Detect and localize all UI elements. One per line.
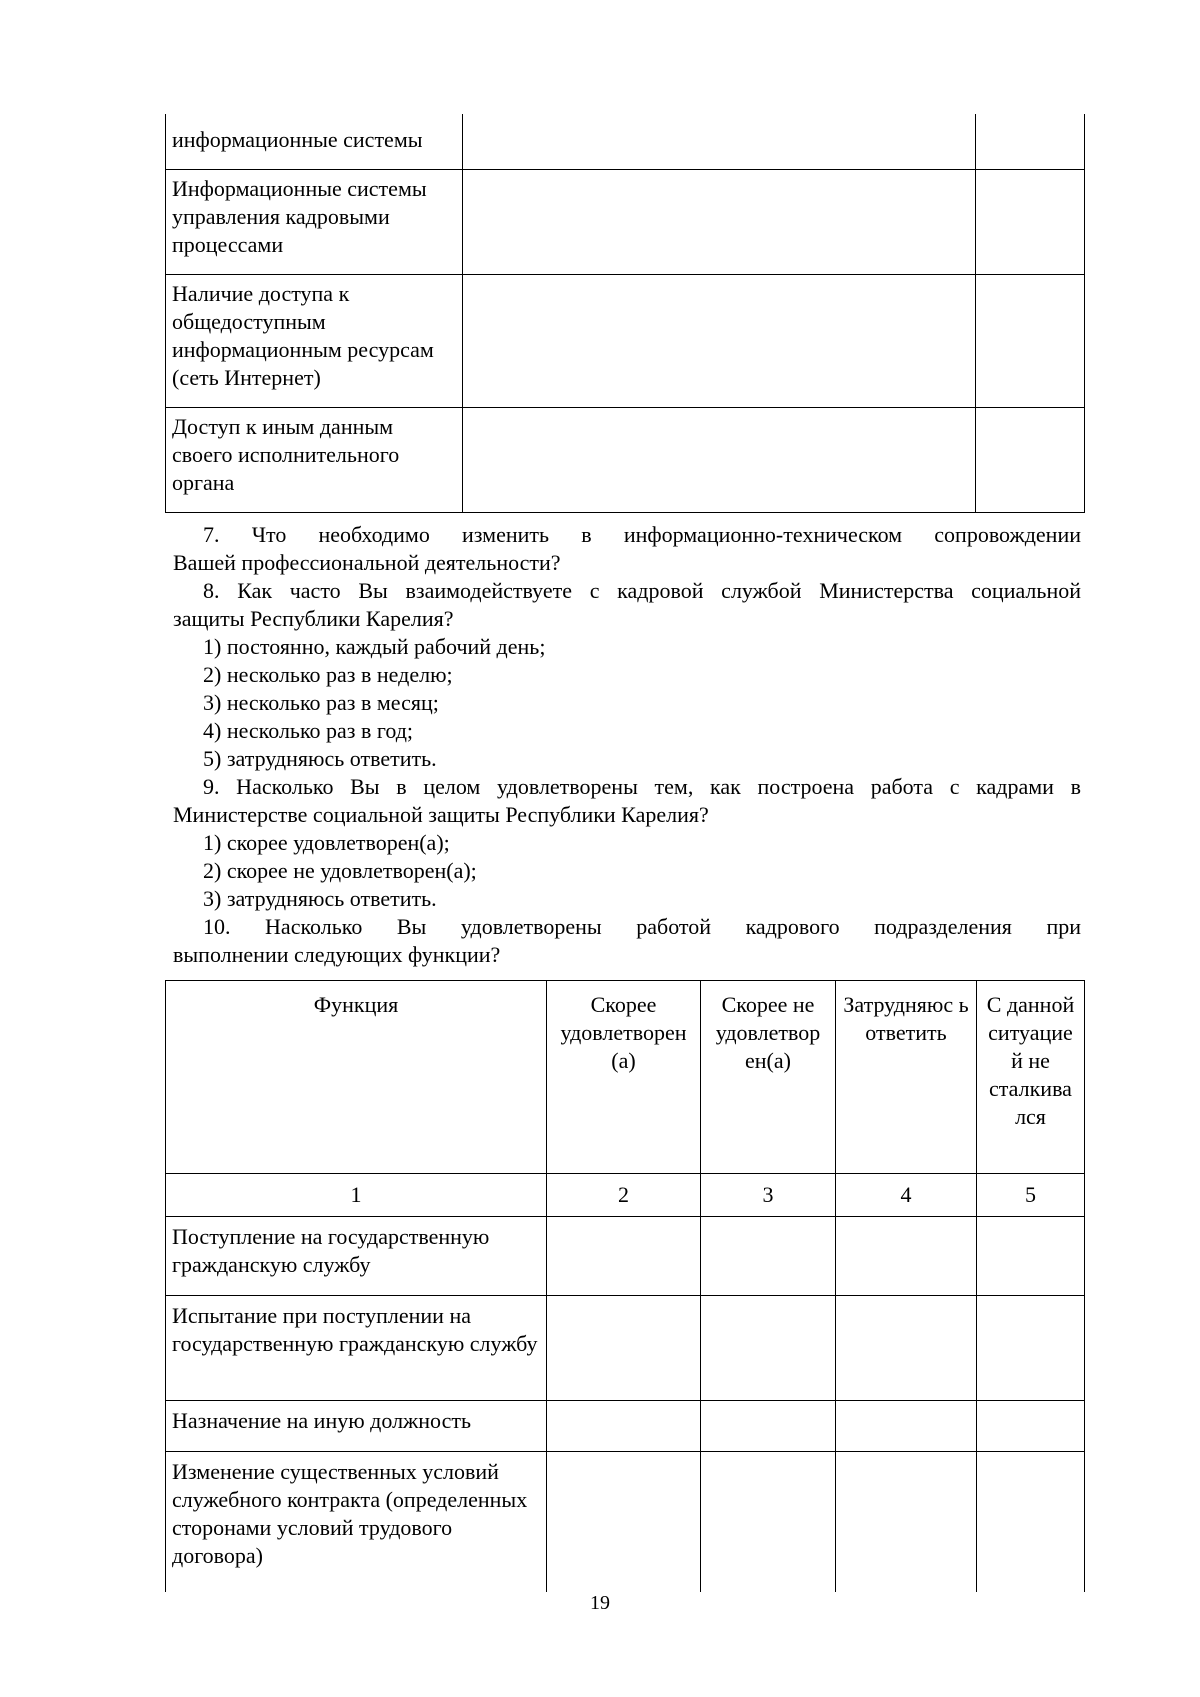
- q9-option[interactable]: 2) скорее не удовлетворен(а);: [203, 858, 477, 883]
- function-label: Изменение существенных условий служебного контракта (определенных сторонами условий трудового договора): [166, 1452, 547, 1593]
- q8-line2: защиты Республики Карелия?: [173, 606, 454, 631]
- table-row: [166, 1452, 1085, 1593]
- q8-option[interactable]: 1) постоянно, каждый рабочий день;: [203, 634, 546, 659]
- answer-cell[interactable]: [836, 1401, 977, 1452]
- mark-cell[interactable]: [976, 408, 1085, 513]
- table-row: [166, 408, 1085, 513]
- row-label: Наличие доступа к общедоступным информационным ресурсам (сеть Интернет): [166, 275, 463, 408]
- questions-block: [173, 521, 1081, 969]
- table-row: [166, 114, 1085, 170]
- q10-line1: 10. Насколько Вы удовлетворены работой кадрового подразделения при: [203, 914, 1081, 939]
- row-label: информационные системы: [166, 114, 463, 170]
- column-number: 4: [836, 1174, 977, 1217]
- answer-cell[interactable]: [701, 1401, 836, 1452]
- answer-cell[interactable]: [836, 1452, 977, 1593]
- answer-cell[interactable]: [547, 1296, 701, 1401]
- header-function: Функция: [166, 981, 547, 1174]
- answer-cell[interactable]: [977, 1217, 1085, 1296]
- column-number: 3: [701, 1174, 836, 1217]
- q7-line2: Вашей профессиональной деятельности?: [173, 550, 561, 575]
- function-label: Назначение на иную должность: [166, 1401, 547, 1452]
- answer-cell[interactable]: [463, 408, 976, 513]
- q8-line1: 8. Как часто Вы взаимодействуете с кадровой службой Министерства социальной: [203, 578, 1081, 603]
- answer-cell[interactable]: [836, 1296, 977, 1401]
- q8-option[interactable]: 5) затрудняюсь ответить.: [203, 746, 437, 771]
- q9-option[interactable]: 1) скорее удовлетворен(а);: [203, 830, 450, 855]
- answer-cell[interactable]: [701, 1217, 836, 1296]
- column-number: 5: [977, 1174, 1085, 1217]
- column-number: 1: [166, 1174, 547, 1217]
- q9-line2: Министерстве социальной защиты Республики Карелия?: [173, 802, 709, 827]
- q8-option[interactable]: 2) несколько раз в неделю;: [203, 662, 453, 687]
- function-label: Испытание при поступлении на государственную гражданскую службу: [166, 1296, 547, 1401]
- table-row: [166, 1217, 1085, 1296]
- row-label: Информационные системы управления кадровыми процессами: [166, 170, 463, 275]
- answer-cell[interactable]: [547, 1401, 701, 1452]
- mark-cell[interactable]: [976, 275, 1085, 408]
- table-row: [166, 170, 1085, 275]
- row-label: Доступ к иным данным своего исполнительного органа: [166, 408, 463, 513]
- header-not-satisfied: Скорее не удовлетвор ен(а): [701, 981, 836, 1174]
- mark-cell[interactable]: [976, 114, 1085, 170]
- q10-line2: выполнении следующих функции?: [173, 942, 501, 967]
- hr-functions-table: [165, 980, 1085, 1592]
- header-undecided: Затрудняюс ь ответить: [836, 981, 977, 1174]
- answer-cell[interactable]: [463, 114, 976, 170]
- q9-option[interactable]: 3) затрудняюсь ответить.: [203, 886, 437, 911]
- table-row: [166, 275, 1085, 408]
- header-satisfied: Скорее удовлетворен (а): [547, 981, 701, 1174]
- table-row: [166, 1401, 1085, 1452]
- number-row: [166, 1174, 1085, 1217]
- header-not-encountered: С данной ситуацие й не сталкива лся: [977, 981, 1085, 1174]
- answer-cell[interactable]: [836, 1217, 977, 1296]
- answer-cell[interactable]: [463, 275, 976, 408]
- answer-cell[interactable]: [463, 170, 976, 275]
- answer-cell[interactable]: [701, 1452, 836, 1593]
- answer-cell[interactable]: [977, 1401, 1085, 1452]
- answer-cell[interactable]: [977, 1452, 1085, 1593]
- answer-cell[interactable]: [701, 1296, 836, 1401]
- header-row: [166, 981, 1085, 1174]
- q9-line1: 9. Насколько Вы в целом удовлетворены тем, как построена работа с кадрами в: [203, 774, 1081, 799]
- function-label: Поступление на государственную гражданскую службу: [166, 1217, 547, 1296]
- mark-cell[interactable]: [976, 170, 1085, 275]
- q8-option[interactable]: 3) несколько раз в месяц;: [203, 690, 439, 715]
- answer-cell[interactable]: [547, 1452, 701, 1593]
- info-systems-table: [165, 114, 1085, 513]
- page-number: 19: [590, 1592, 610, 1614]
- q7-line1: 7. Что необходимо изменить в информационно-техническом сопровождении: [203, 522, 1081, 547]
- answer-cell[interactable]: [547, 1217, 701, 1296]
- column-number: 2: [547, 1174, 701, 1217]
- answer-cell[interactable]: [977, 1296, 1085, 1401]
- table-row: [166, 1296, 1085, 1401]
- q8-option[interactable]: 4) несколько раз в год;: [203, 718, 414, 743]
